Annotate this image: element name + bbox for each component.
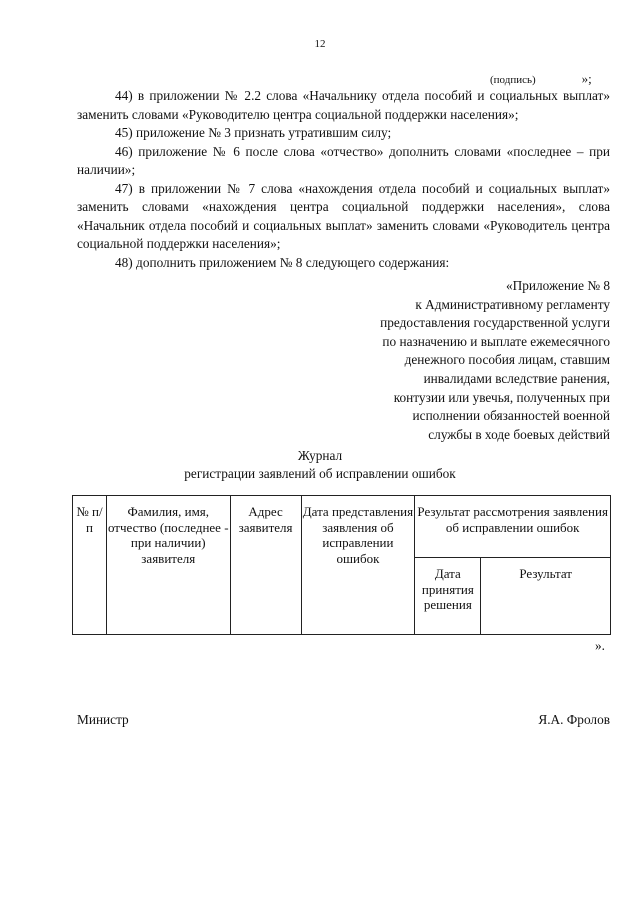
col-header-number: № п/п <box>73 496 107 635</box>
annex-line: денежного пособия лицам, ставшим <box>404 352 610 368</box>
annex-line: инвалидами вследствие ранения, <box>423 370 610 386</box>
closing-quote: »; <box>581 71 592 86</box>
journal-subtitle: регистрации заявлений об исправлении ошибок <box>184 466 456 481</box>
annex-line: «Приложение № 8 <box>506 278 610 293</box>
amendment-item-46: 46) приложение № 6 после слова «отчество» дополнить словами «последнее – при наличии»; <box>77 143 610 177</box>
journal-heading <box>0 447 640 483</box>
journal-table <box>72 495 611 635</box>
signature-caption: (подпись) <box>490 74 536 86</box>
annex-line: контузии или увечья, полученных при <box>393 389 610 405</box>
annex-line: исполнении обязанностей военной <box>412 408 610 424</box>
signatory-name: Я.А. Фролов <box>538 712 610 727</box>
signatory-position: Министр <box>77 712 129 727</box>
annex-line: службы в ходе боевых действий <box>428 426 610 442</box>
annex-line: к Административному регламенту <box>415 296 610 312</box>
col-header-result-group: Результат рассмотрения заявления об исправлении ошибок <box>415 496 611 558</box>
amendment-item-47: 47) в приложении № 7 слова «нахождения отдела пособий и социальных выплат» заменить словами «нахождения центра социальной поддержки населения», слова «Начальник отдела пособий и социальных выплат» заменить словами «Руководитель центра социальной поддержки населения»; <box>77 180 610 251</box>
amendment-item-45: 45) приложение № 3 признать утратившим силу; <box>115 125 392 140</box>
annex-closing-quote: ». <box>595 638 605 653</box>
col-header-applicant-address: Адрес заявителя <box>230 496 301 635</box>
col-header-submission-date: Дата представления заявления об исправлении ошибок <box>301 496 415 635</box>
annex-line: по назначению и выплате ежемесячного <box>382 333 610 349</box>
col-header-decision-date: Дата принятия решения <box>415 558 481 635</box>
col-header-result: Результат <box>481 558 611 635</box>
amendment-list <box>77 87 610 272</box>
annex-line: предоставления государственной услуги <box>380 315 610 331</box>
journal-title: Журнал <box>297 448 343 463</box>
col-header-applicant-name: Фамилия, имя, отчество (последнее - при наличии) заявителя <box>106 496 230 635</box>
signature-caption-line <box>490 71 592 87</box>
page-number: 12 <box>314 38 326 50</box>
amendment-item-48: 48) дополнить приложением № 8 следующего содержания: <box>115 254 450 270</box>
amendment-item-44: 44) в приложении № 2.2 слова «Начальнику отдела пособий и социальных выплат» заменить словами «Руководителю центра социальной поддержки населения»; <box>77 88 610 122</box>
annex-header <box>310 277 610 444</box>
